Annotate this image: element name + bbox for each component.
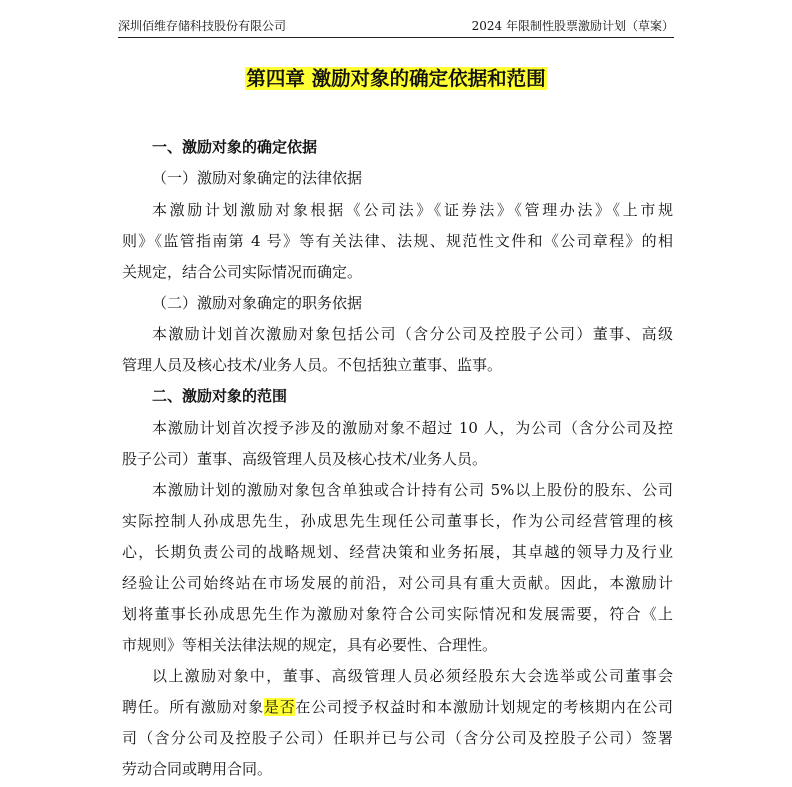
paragraph-line: 则》《监管指南第 4 号》等有关法律、法规、规范性文件和《公司章程》的相: [122, 232, 673, 250]
paragraph-line: 司（含分公司及控股子公司）任职并已与公司（含分公司及控股子公司）签署: [122, 729, 673, 747]
paragraph-line: 经验让公司始终站在市场发展的前沿，对公司具有重大贡献。因此，本激励计: [122, 574, 673, 592]
paragraph-line: 心，长期负责公司的战略规划、经营决策和业务拓展，其卓越的领导力及行业: [122, 543, 673, 561]
header-plan-title: 2024 年限制性股票激励计划（草案）: [471, 19, 674, 33]
header-company-name: 深圳佰维存储科技股份有限公司: [118, 19, 287, 33]
paragraph-line: 本激励计划激励对象根据《公司法》《证券法》《管理办法》《上市规: [152, 201, 673, 219]
paragraph-line: 本激励计划的激励对象包含单独或合计持有公司 5%以上股份的股东、公司: [152, 481, 673, 499]
highlighted-text: 是否: [263, 698, 296, 716]
chapter-title: [0, 66, 792, 92]
subsection-heading-position-basis: （二）激励对象确定的职务依据: [152, 294, 363, 312]
text-segment: 在公司授予权益时和本激励计划规定的考核期内在公司: [295, 698, 673, 716]
paragraph-line: 划将董事长孙成思先生作为激励对象符合公司实际情况和发展需要，符合《上: [122, 605, 673, 623]
paragraph-line: 关规定，结合公司实际情况而确定。: [122, 263, 363, 281]
paragraph-line: 管理人员及核心技术/业务人员。不包括独立董事、监事。: [122, 356, 503, 374]
paragraph-line: 本激励计划首次激励对象包括公司（含分公司及控股子公司）董事、高级: [152, 325, 673, 343]
paragraph-line: 劳动合同或聘用合同。: [122, 760, 273, 778]
page-header: [118, 17, 674, 35]
paragraph-line: 实际控制人孙成思先生，孙成思先生现任公司董事长，作为公司经营管理的核: [122, 512, 673, 530]
section-heading-basis: 一、激励对象的确定依据: [152, 138, 318, 156]
paragraph-line: 以上激励对象中，董事、高级管理人员必须经股东大会选举或公司董事会: [152, 667, 673, 685]
text-segment: 聘任。所有激励对象: [122, 698, 264, 716]
paragraph-line: 股子公司）董事、高级管理人员及核心技术/业务人员。: [122, 450, 488, 468]
paragraph-line: 本激励计划首次授予涉及的激励对象不超过 10 人，为公司（含分公司及控: [152, 419, 673, 437]
paragraph-line: 市规则》等相关法律法规的规定，具有必要性、合理性。: [122, 636, 498, 654]
header-divider: [118, 37, 674, 38]
chapter-title-text: 第四章 激励对象的确定依据和范围: [246, 67, 546, 90]
section-heading-scope: 二、激励对象的范围: [152, 387, 288, 405]
subsection-heading-legal-basis: （一）激励对象确定的法律依据: [152, 169, 363, 187]
paragraph-line-highlighted: [122, 697, 673, 717]
